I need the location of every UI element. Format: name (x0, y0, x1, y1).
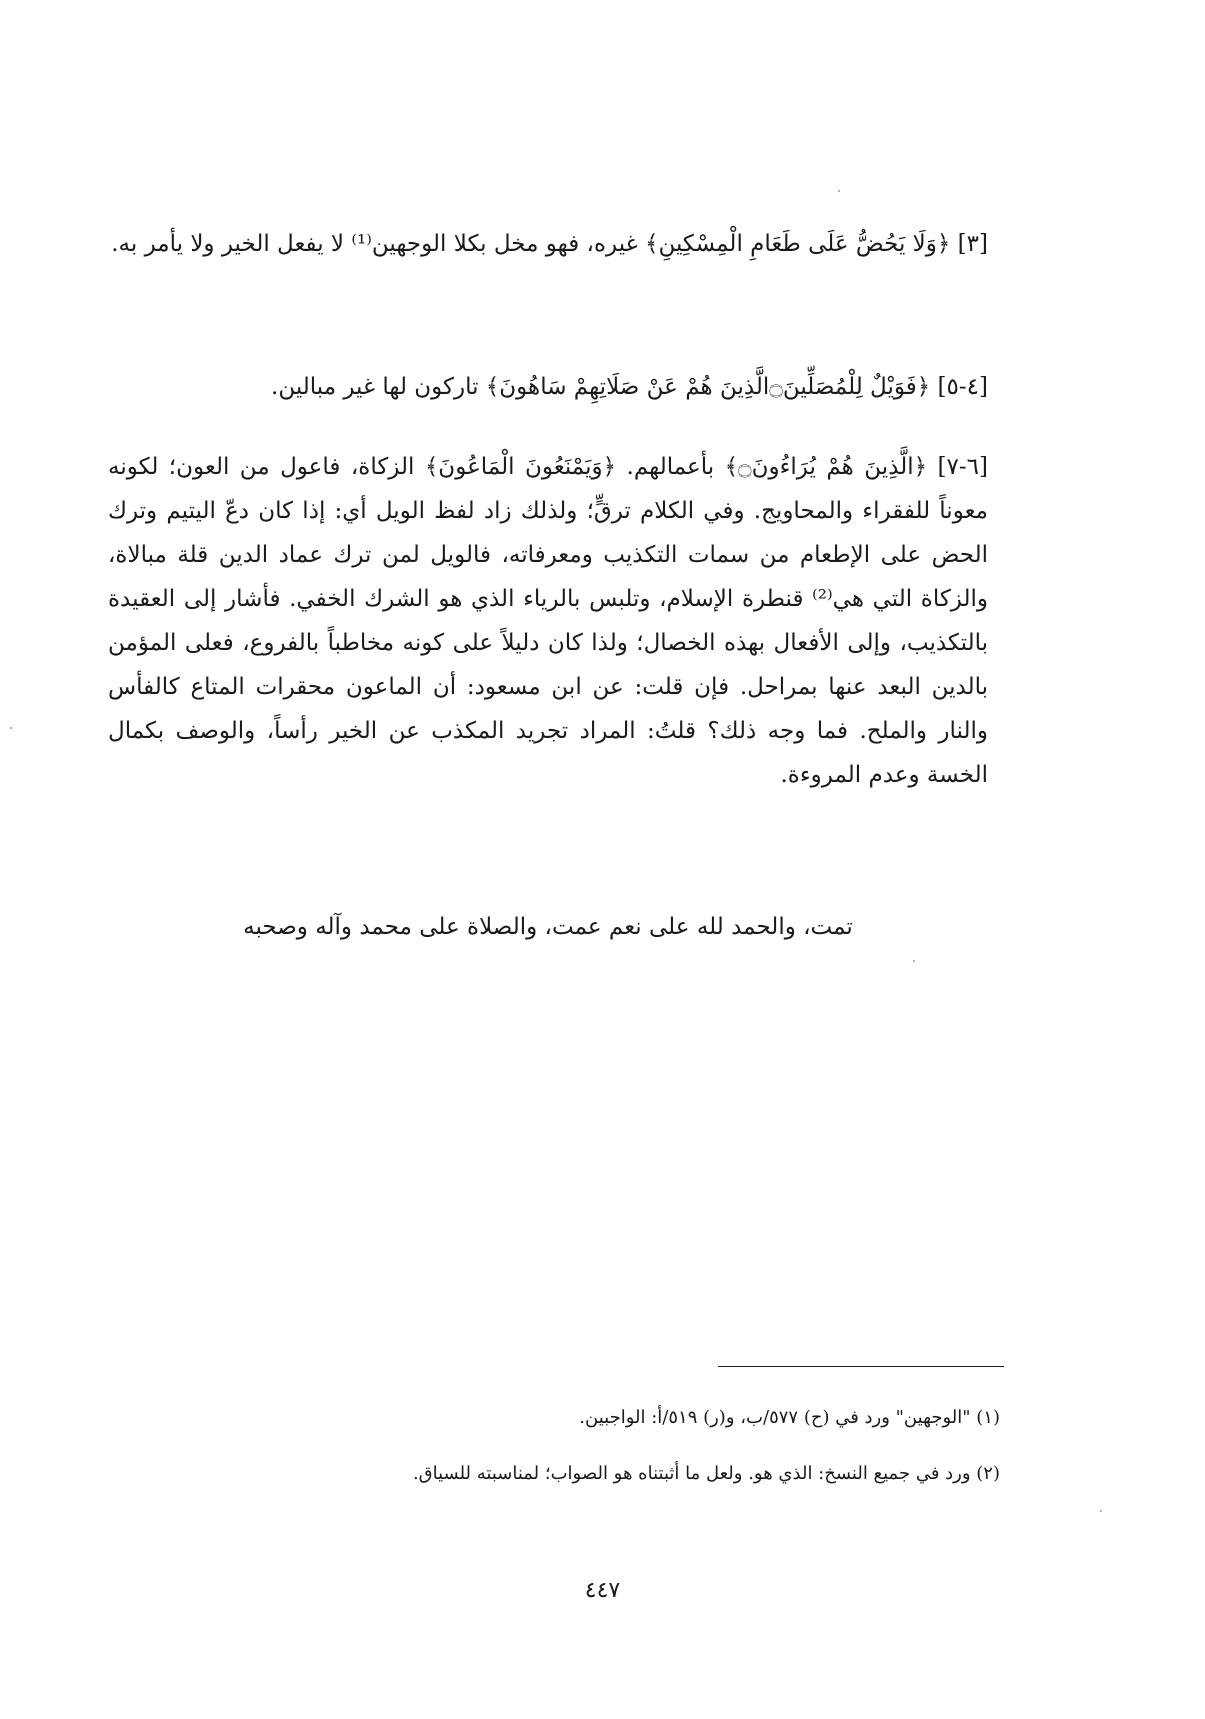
paragraph-verses-6-7 (108, 445, 988, 797)
paragraph-text: [٦-٧] ﴿الَّذِينَ هُمْ يُرَاءُونَ۝﴾ بأعمالهم. ﴿وَيَمْنَعُونَ الْمَاعُونَ﴾ الزكاة، فاعول من العون؛ لكونه معوناً للفقراء والمحاويج. وفي الكلام ترقٍّ؛ ولذلك زاد لفظ الويل أي: إذا كان دعّ اليتيم وترك الحض على الإطعام من سمات التكذيب ومعرفاته، فالويل لمن ترك عماد الدين قلة مبالاة، والزكاة التي هي⁽²⁾ قنطرة الإسلام، وتلبس بالرياء الذي هو الشرك الخفي. فأشار إلى العقيدة بالتكذيب، وإلى الأفعال بهذه الخصال؛ ولذا كان دليلاً على كونه مخاطباً بالفروع، فعلى المؤمن بالدين البعد عنها بمراحل. فإن قلت: عن ابن مسعود: أن الماعون محقرات المتاع كالفأس والنار والملح. فما وجه ذلك؟ قلتُ: المراد تجريد المكذب عن الخير رأساً، والوصف بكمال الخسة وعدم المروءة. (108, 454, 989, 788)
scan-speck (10, 727, 12, 729)
footnote-1: (١) "الوجهين" ورد في (ح) ٥٧٧/ب، و(ر) ٥١٩/أ: الواجبين. (579, 1407, 1000, 1428)
scan-speck (838, 190, 840, 192)
scan-speck (913, 960, 915, 962)
footnote-separator (718, 1366, 1004, 1367)
paragraph-text: [٤-٥] ﴿فَوَيْلٌ لِلْمُصَلِّينَ۝الَّذِينَ هُمْ عَنْ صَلَاتِهِمْ سَاهُونَ﴾ تاركون لها غير مبالين. (271, 374, 988, 400)
closing-line: تمت، والحمد لله على نعم عمت، والصلاة على محمد وآله وصحبه (243, 914, 853, 940)
paragraph-text: [٣] ﴿وَلَا يَحُضُّ عَلَى طَعَامِ الْمِسْكِينِ﴾ غيره، فهو مخل بكلا الوجهين⁽¹⁾ لا يفعل الخير ولا يأمر به. (111, 231, 988, 257)
footnote-2: (٢) ورد في جميع النسخ: الذي هو. ولعل ما أثبتناه هو الصواب؛ لمناسبته للسياق. (412, 1463, 1000, 1484)
paragraph-verses-4-5 (108, 365, 988, 409)
paragraph-verse-3 (108, 222, 988, 266)
page-number: ٤٤٧ (584, 1578, 621, 1603)
scan-speck (1100, 1510, 1102, 1512)
